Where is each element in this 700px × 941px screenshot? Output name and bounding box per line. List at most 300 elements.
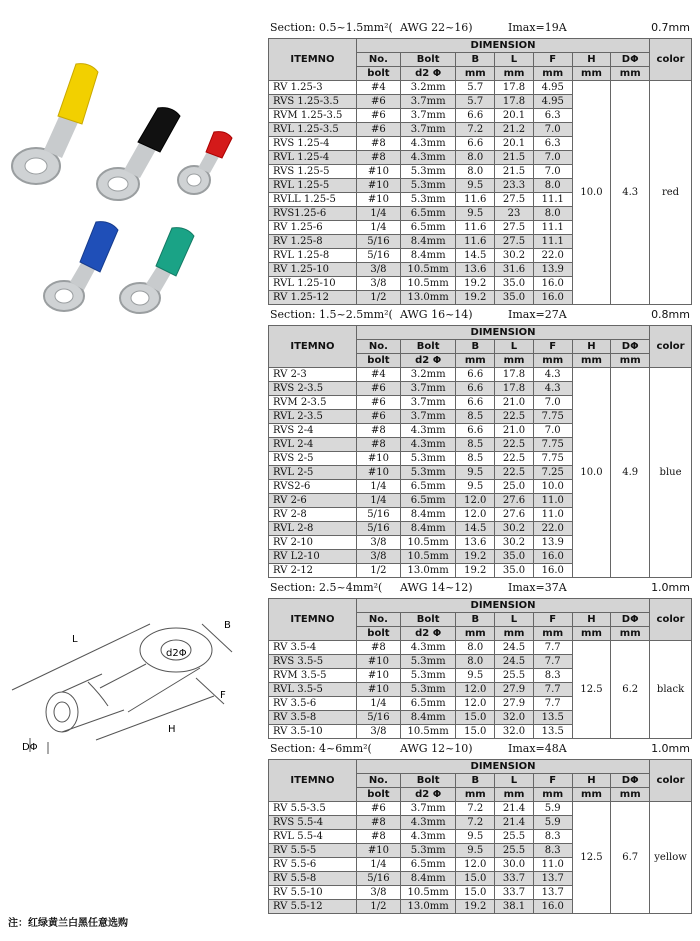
section-title: Section: 1.5~2.5mm²( (270, 308, 393, 321)
table-cell: 32.0 (495, 725, 534, 739)
wire-color: yellow (650, 802, 692, 914)
header-b: B (456, 774, 495, 788)
table-cell: 20.1 (495, 137, 534, 151)
table-cell: #6 (356, 109, 400, 123)
table-cell: 8.4mm (400, 508, 455, 522)
table-cell: 1/4 (356, 858, 400, 872)
table-cell: 12.0 (456, 494, 495, 508)
table-cell: 7.0 (533, 165, 572, 179)
table-cell: 33.7 (495, 886, 534, 900)
section-heading (268, 739, 692, 759)
header-unit-mm: mm (456, 788, 495, 802)
table-cell: 7.75 (533, 452, 572, 466)
section-block (268, 18, 692, 305)
item-number: RV 5.5-8 (269, 872, 357, 886)
item-number: RV 3.5-6 (269, 697, 357, 711)
table-cell: 6.6 (456, 137, 495, 151)
table-cell: 1/2 (356, 564, 400, 578)
header-d: DΦ (611, 774, 650, 788)
section-awg: AWG 22~16) (400, 21, 473, 34)
table-cell: 8.3 (533, 830, 572, 844)
dim-d: 4.9 (611, 368, 650, 578)
item-number: RV L2-10 (269, 550, 357, 564)
table-row (269, 81, 692, 95)
purchase-note: 注：红绿黄兰白黑任意选购 (8, 918, 128, 929)
table-cell: 13.5 (533, 711, 572, 725)
header-color: color (650, 760, 692, 802)
section-block (268, 739, 692, 914)
header-f: F (533, 53, 572, 67)
item-number: RV 1.25-8 (269, 235, 357, 249)
table-cell: 6.5mm (400, 858, 455, 872)
table-cell: #10 (356, 452, 400, 466)
item-number: RVL 1.25-5 (269, 179, 357, 193)
table-cell: 21.5 (495, 165, 534, 179)
table-cell: 25.5 (495, 830, 534, 844)
section-awg: AWG 12~10) (400, 742, 473, 755)
header-unit-mm: mm (456, 354, 495, 368)
section-thickness: 0.8mm (651, 308, 690, 321)
table-cell: 13.6 (456, 263, 495, 277)
dim-d: 6.7 (611, 802, 650, 914)
header-unit-mm: mm (611, 354, 650, 368)
table-cell: 6.6 (456, 424, 495, 438)
table-cell: 7.2 (456, 816, 495, 830)
section-imax: Imax=37A (508, 581, 567, 594)
table-cell: #10 (356, 669, 400, 683)
diagram-label-f: F (220, 690, 226, 701)
table-cell: 7.0 (533, 123, 572, 137)
header-h: H (572, 340, 611, 354)
table-cell: 6.6 (456, 396, 495, 410)
table-cell: 30.0 (495, 858, 534, 872)
header-itemno: ITEMNO (269, 599, 357, 641)
header-bolt-sub: bolt (356, 627, 400, 641)
table-cell: 5.3mm (400, 669, 455, 683)
header-l: L (495, 53, 534, 67)
table-cell: 9.5 (456, 179, 495, 193)
table-cell: 9.5 (456, 466, 495, 480)
table-cell: 6.5mm (400, 221, 455, 235)
item-number: RVL 1.25-8 (269, 249, 357, 263)
table-cell: 21.0 (495, 424, 534, 438)
table-cell: 17.8 (495, 368, 534, 382)
table-cell: 1/4 (356, 697, 400, 711)
header-unit-mm: mm (456, 627, 495, 641)
table-cell: 22.5 (495, 466, 534, 480)
table-cell: #6 (356, 123, 400, 137)
header-unit-mm: mm (611, 67, 650, 81)
table-cell: 5/16 (356, 235, 400, 249)
item-number: RVL 2-3.5 (269, 410, 357, 424)
table-cell: 7.0 (533, 151, 572, 165)
table-cell: 25.5 (495, 669, 534, 683)
header-d2: d2 Φ (400, 67, 455, 81)
spec-table (268, 759, 692, 914)
table-cell: 21.5 (495, 151, 534, 165)
header-d2: d2 Φ (400, 788, 455, 802)
item-number: RVL 1.25-3.5 (269, 123, 357, 137)
table-cell: 6.3 (533, 109, 572, 123)
header-unit-mm: mm (572, 788, 611, 802)
table-cell: 11.6 (456, 193, 495, 207)
table-cell: 21.2 (495, 123, 534, 137)
item-number: RV 1.25-3 (269, 81, 357, 95)
header-unit-mm: mm (456, 67, 495, 81)
header-f: F (533, 613, 572, 627)
table-cell: 3.7mm (400, 382, 455, 396)
header-d: DΦ (611, 53, 650, 67)
table-cell: 4.3mm (400, 151, 455, 165)
table-cell: #8 (356, 424, 400, 438)
table-cell: 8.4mm (400, 711, 455, 725)
table-cell: 6.6 (456, 382, 495, 396)
wire-color: black (650, 641, 692, 739)
yellow-terminal (12, 64, 98, 184)
table-cell: 3.7mm (400, 410, 455, 424)
table-cell: #4 (356, 81, 400, 95)
table-cell: 5.7 (456, 81, 495, 95)
table-cell: 6.6 (456, 109, 495, 123)
table-cell: 9.5 (456, 830, 495, 844)
table-cell: 6.3 (533, 137, 572, 151)
diagram-label-d2: d2Φ (166, 648, 187, 659)
dim-h: 12.5 (572, 641, 611, 739)
table-cell: 27.5 (495, 235, 534, 249)
table-cell: 11.0 (533, 858, 572, 872)
table-cell: 8.4mm (400, 249, 455, 263)
header-dimension: DIMENSION (356, 599, 649, 613)
table-cell: 1/4 (356, 207, 400, 221)
table-cell: 3.7mm (400, 396, 455, 410)
header-h: H (572, 613, 611, 627)
section-thickness: 1.0mm (651, 742, 690, 755)
item-number: RV 5.5-6 (269, 858, 357, 872)
table-cell: 13.0mm (400, 900, 455, 914)
table-cell: 4.3mm (400, 438, 455, 452)
table-cell: 12.0 (456, 697, 495, 711)
header-itemno: ITEMNO (269, 39, 357, 81)
item-number: RVS 2-3.5 (269, 382, 357, 396)
item-number: RVM 2-3.5 (269, 396, 357, 410)
table-cell: 22.0 (533, 249, 572, 263)
table-row (269, 802, 692, 816)
table-cell: 3/8 (356, 263, 400, 277)
table-cell: 7.7 (533, 641, 572, 655)
table-cell: 5/16 (356, 522, 400, 536)
header-itemno: ITEMNO (269, 326, 357, 368)
header-unit-mm: mm (572, 627, 611, 641)
header-dimension: DIMENSION (356, 326, 649, 340)
header-bolt: Bolt (400, 774, 455, 788)
section-block (268, 305, 692, 578)
header-unit-mm: mm (533, 788, 572, 802)
table-cell: 1/4 (356, 494, 400, 508)
table-cell: 6.6 (456, 368, 495, 382)
table-cell: 16.0 (533, 550, 572, 564)
item-number: RVS 1.25-5 (269, 165, 357, 179)
header-h: H (572, 774, 611, 788)
table-cell: 3.2mm (400, 368, 455, 382)
table-cell: 22.5 (495, 452, 534, 466)
header-unit-mm: mm (533, 627, 572, 641)
item-number: RV 1.25-12 (269, 291, 357, 305)
item-number: RVL 5.5-4 (269, 830, 357, 844)
section-imax: Imax=27A (508, 308, 567, 321)
item-number: RV 5.5-3.5 (269, 802, 357, 816)
section-heading (268, 578, 692, 598)
header-bolt: Bolt (400, 613, 455, 627)
table-cell: 35.0 (495, 550, 534, 564)
header-l: L (495, 774, 534, 788)
table-cell: 27.5 (495, 221, 534, 235)
table-cell: #4 (356, 368, 400, 382)
table-cell: 5.3mm (400, 179, 455, 193)
table-cell: #8 (356, 641, 400, 655)
header-unit-mm: mm (495, 354, 534, 368)
black-terminal (97, 108, 180, 200)
header-b: B (456, 613, 495, 627)
table-cell: #10 (356, 844, 400, 858)
header-unit-mm: mm (533, 354, 572, 368)
table-cell: 8.0 (456, 655, 495, 669)
table-row (269, 641, 692, 655)
table-cell: 22.5 (495, 438, 534, 452)
table-cell: 31.6 (495, 263, 534, 277)
table-cell: 12.0 (456, 508, 495, 522)
table-cell: 5/16 (356, 872, 400, 886)
table-cell: 5.3mm (400, 655, 455, 669)
table-cell: 21.4 (495, 802, 534, 816)
item-number: RVL 3.5-5 (269, 683, 357, 697)
section-title: Section: 0.5~1.5mm²( (270, 21, 393, 34)
table-cell: 7.25 (533, 466, 572, 480)
table-cell: #10 (356, 165, 400, 179)
table-cell: 27.6 (495, 494, 534, 508)
table-cell: 12.0 (456, 683, 495, 697)
item-number: RV 3.5-4 (269, 641, 357, 655)
header-color: color (650, 39, 692, 81)
item-number: RVL 2-8 (269, 522, 357, 536)
table-cell: 19.2 (456, 550, 495, 564)
dim-d: 6.2 (611, 641, 650, 739)
table-cell: 13.7 (533, 872, 572, 886)
table-cell: 20.1 (495, 109, 534, 123)
table-cell: 8.0 (456, 151, 495, 165)
table-cell: 3.7mm (400, 802, 455, 816)
table-cell: 6.5mm (400, 480, 455, 494)
dim-h: 10.0 (572, 81, 611, 305)
item-number: RV 1.25-6 (269, 221, 357, 235)
table-cell: 25.5 (495, 844, 534, 858)
table-cell: 7.7 (533, 655, 572, 669)
header-unit-mm: mm (611, 788, 650, 802)
green-terminal (120, 228, 194, 313)
diagram-label-h: H (168, 724, 176, 735)
header-d: DΦ (611, 340, 650, 354)
item-number: RV 2-10 (269, 536, 357, 550)
table-cell: 4.95 (533, 81, 572, 95)
section-block (268, 578, 692, 739)
table-cell: 5.3mm (400, 452, 455, 466)
table-cell: #8 (356, 137, 400, 151)
table-cell: 6.5mm (400, 697, 455, 711)
table-cell: 32.0 (495, 711, 534, 725)
table-cell: 22.0 (533, 522, 572, 536)
header-bolt-sub: bolt (356, 67, 400, 81)
table-cell: 17.8 (495, 382, 534, 396)
section-awg: AWG 14~12) (400, 581, 473, 594)
table-cell: 30.2 (495, 536, 534, 550)
header-unit-mm: mm (495, 788, 534, 802)
table-cell: #10 (356, 179, 400, 193)
table-cell: 14.5 (456, 249, 495, 263)
table-cell: 10.5mm (400, 725, 455, 739)
table-cell: 10.5mm (400, 550, 455, 564)
table-cell: 27.5 (495, 193, 534, 207)
table-cell: #10 (356, 683, 400, 697)
table-cell: 9.5 (456, 207, 495, 221)
table-cell: 13.0mm (400, 291, 455, 305)
item-number: RV 2-8 (269, 508, 357, 522)
table-cell: 5.3mm (400, 193, 455, 207)
section-title: Section: 2.5~4mm²( (270, 581, 383, 594)
table-cell: 3/8 (356, 536, 400, 550)
item-number: RV 5.5-10 (269, 886, 357, 900)
spec-table (268, 325, 692, 578)
table-cell: 15.0 (456, 725, 495, 739)
table-cell: 22.5 (495, 410, 534, 424)
table-cell: 11.6 (456, 235, 495, 249)
table-cell: 4.3mm (400, 137, 455, 151)
table-cell: 4.3mm (400, 816, 455, 830)
table-cell: #10 (356, 193, 400, 207)
table-cell: 10.0 (533, 480, 572, 494)
header-d2: d2 Φ (400, 627, 455, 641)
table-cell: 13.5 (533, 725, 572, 739)
table-cell: 3/8 (356, 725, 400, 739)
table-cell: 8.4mm (400, 522, 455, 536)
section-imax: Imax=48A (508, 742, 567, 755)
header-bolt-sub: bolt (356, 354, 400, 368)
wire-color: blue (650, 368, 692, 578)
table-cell: 7.7 (533, 697, 572, 711)
table-row (269, 368, 692, 382)
table-cell: 7.75 (533, 438, 572, 452)
table-cell: 4.3 (533, 382, 572, 396)
item-number: RV 2-3 (269, 368, 357, 382)
wire-color: red (650, 81, 692, 305)
dimension-diagram (0, 590, 265, 790)
section-heading (268, 18, 692, 38)
table-cell: 24.5 (495, 655, 534, 669)
header-unit-mm: mm (611, 627, 650, 641)
header-no: No. (356, 340, 400, 354)
table-cell: 16.0 (533, 277, 572, 291)
table-cell: #6 (356, 95, 400, 109)
table-cell: 11.1 (533, 235, 572, 249)
item-number: RV 5.5-5 (269, 844, 357, 858)
table-cell: 8.5 (456, 452, 495, 466)
header-l: L (495, 613, 534, 627)
table-cell: #8 (356, 151, 400, 165)
table-cell: 3.7mm (400, 109, 455, 123)
blue-terminal (44, 222, 118, 311)
item-number: RVL 2-4 (269, 438, 357, 452)
table-cell: 16.0 (533, 900, 572, 914)
table-cell: 27.9 (495, 697, 534, 711)
table-cell: 6.5mm (400, 494, 455, 508)
header-dimension: DIMENSION (356, 39, 649, 53)
item-number: RVM 1.25-3.5 (269, 109, 357, 123)
header-b: B (456, 340, 495, 354)
table-cell: 21.0 (495, 396, 534, 410)
item-number: RV 5.5-12 (269, 900, 357, 914)
table-cell: 7.75 (533, 410, 572, 424)
table-cell: 5.3mm (400, 165, 455, 179)
table-cell: 30.2 (495, 249, 534, 263)
table-cell: 8.5 (456, 410, 495, 424)
table-cell: 3/8 (356, 550, 400, 564)
item-number: RVL 1.25-4 (269, 151, 357, 165)
header-no: No. (356, 53, 400, 67)
table-cell: 17.8 (495, 95, 534, 109)
header-d2: d2 Φ (400, 354, 455, 368)
table-cell: 5.3mm (400, 466, 455, 480)
section-thickness: 0.7mm (651, 21, 690, 34)
item-number: RVS2-6 (269, 480, 357, 494)
table-cell: 5.9 (533, 802, 572, 816)
table-cell: 4.3mm (400, 424, 455, 438)
table-cell: 9.5 (456, 844, 495, 858)
item-number: RV 2-6 (269, 494, 357, 508)
table-cell: 9.5 (456, 480, 495, 494)
item-number: RVS 2-4 (269, 424, 357, 438)
section-awg: AWG 16~14) (400, 308, 473, 321)
table-cell: 6.5mm (400, 207, 455, 221)
table-cell: 11.1 (533, 193, 572, 207)
table-cell: #6 (356, 410, 400, 424)
table-cell: 7.2 (456, 123, 495, 137)
header-itemno: ITEMNO (269, 760, 357, 802)
header-unit-mm: mm (572, 67, 611, 81)
table-cell: 23 (495, 207, 534, 221)
header-unit-mm: mm (533, 67, 572, 81)
table-cell: #8 (356, 830, 400, 844)
table-cell: 25.0 (495, 480, 534, 494)
table-cell: #10 (356, 466, 400, 480)
table-cell: 10.5mm (400, 277, 455, 291)
table-cell: 9.5 (456, 669, 495, 683)
table-cell: 1/4 (356, 480, 400, 494)
table-cell: 3.7mm (400, 123, 455, 137)
red-terminal (178, 132, 232, 194)
table-cell: 4.3mm (400, 830, 455, 844)
item-number: RVS 2-5 (269, 452, 357, 466)
header-l: L (495, 340, 534, 354)
table-cell: 15.0 (456, 711, 495, 725)
table-cell: 4.3 (533, 368, 572, 382)
table-cell: 12.0 (456, 858, 495, 872)
table-cell: 7.2 (456, 802, 495, 816)
table-cell: 8.0 (533, 179, 572, 193)
header-dimension: DIMENSION (356, 760, 649, 774)
table-cell: 5.9 (533, 816, 572, 830)
header-no: No. (356, 613, 400, 627)
table-cell: 8.5 (456, 438, 495, 452)
table-cell: 5.7 (456, 95, 495, 109)
header-unit-mm: mm (495, 627, 534, 641)
